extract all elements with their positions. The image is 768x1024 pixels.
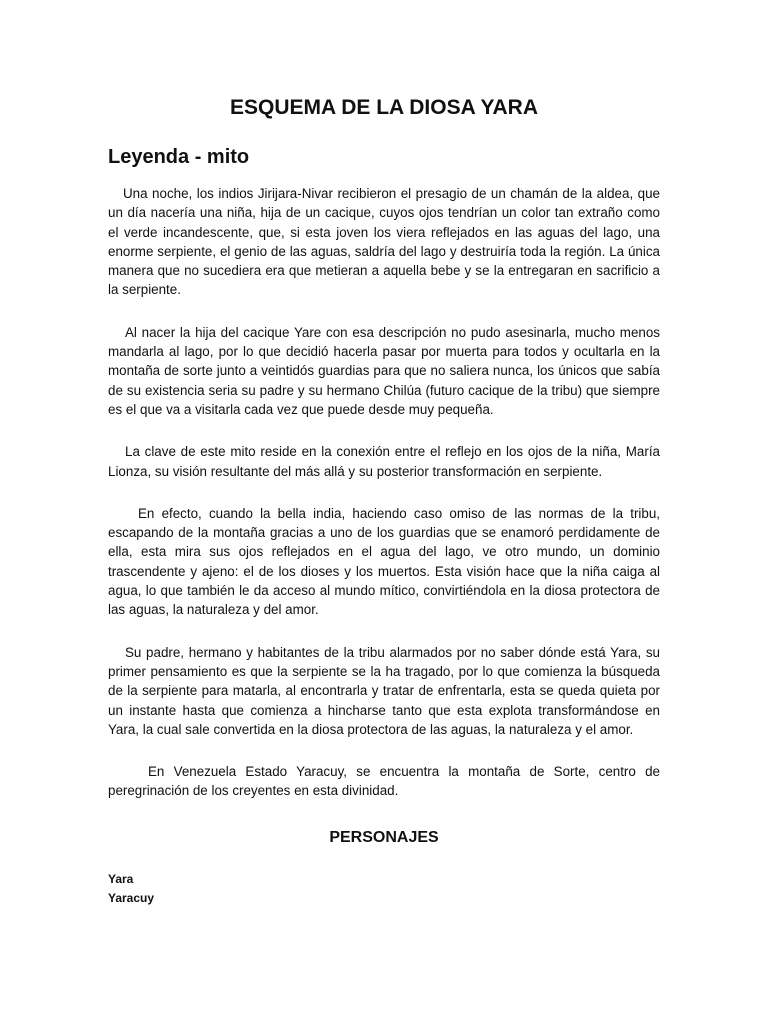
paragraph: En Venezuela Estado Yaracuy, se encuentra la montaña de Sorte, centro de peregrinación de los creyentes en esta divinidad. [108, 764, 660, 799]
paragraph: La clave de este mito reside en la conexión entre el reflejo en los ojos de la niña, María Lionza, su visión resultante del más allá y su posterior transformación en serpiente. [108, 444, 660, 479]
characters-list [108, 870, 660, 908]
paragraph: En efecto, cuando la bella india, haciendo caso omiso de las normas de la tribu, escapando de la montaña gracias a uno de los guardias que se enamoró perdidamente de ella, esta mira sus ojos reflejados en el agua del lago, ve otro mundo, un dominio trascendente y ajeno: el de los dioses y los muertos. Esta visión hace que la niña caiga al agua, lo que también le da acceso al mundo mítico, convirtiéndola en la diosa protectora de las aguas, la naturaleza y del amor. [108, 505, 660, 618]
list-item: Yaracuy [108, 890, 155, 905]
section-heading-personajes: PERSONAJES [329, 828, 439, 846]
list-item: Yara [108, 871, 134, 886]
legend-body [108, 184, 660, 801]
document-subtitle: Leyenda - mito [108, 146, 250, 168]
document-title: ESQUEMA DE LA DIOSA YARA [229, 96, 539, 119]
paragraph: Su padre, hermano y habitantes de la tribu alarmados por no saber dónde está Yara, su primer pensamiento es que la serpiente se la ha tragado, por lo que comienza la búsqueda de la serpiente para matarla, al encontrarla y tratar de enfrentarla, esta se queda quieta por un instante hasta que comienza a hincharse tanto que esta explota transformándose en Yara, la cual sale convertida en la diosa protectora de las aguas, la naturaleza y el amor. [108, 644, 660, 737]
paragraph: Una noche, los indios Jirijara-Nivar recibieron el presagio de un chamán de la aldea, que un día nacería una niña, hija de un cacique, cuyos ojos tendrían un color tan extraño como el verde incandescente, que, si esta joven los viera reflejados en las aguas del lago, una enorme serpiente, el genio de las aguas, saldría del lago y destruiría toda la región. La única manera que no sucediera era que metieran a aquella bebe y se la entregaran en sacrificio a la serpiente. [108, 186, 660, 298]
paragraph: Al nacer la hija del cacique Yare con esa descripción no pudo asesinarla, mucho menos mandarla al lago, por lo que decidió hacerla pasar por muerta para todos y ocultarla en la montaña de sorte junto a veintidós guardias para que no saliera nunca, los únicos que sabía de su existencia seria su padre y su hermano Chilúa (futuro cacique de la tribu) que siempre es el que va a visitarla cada vez que puede desde muy pequeña. [108, 324, 660, 417]
